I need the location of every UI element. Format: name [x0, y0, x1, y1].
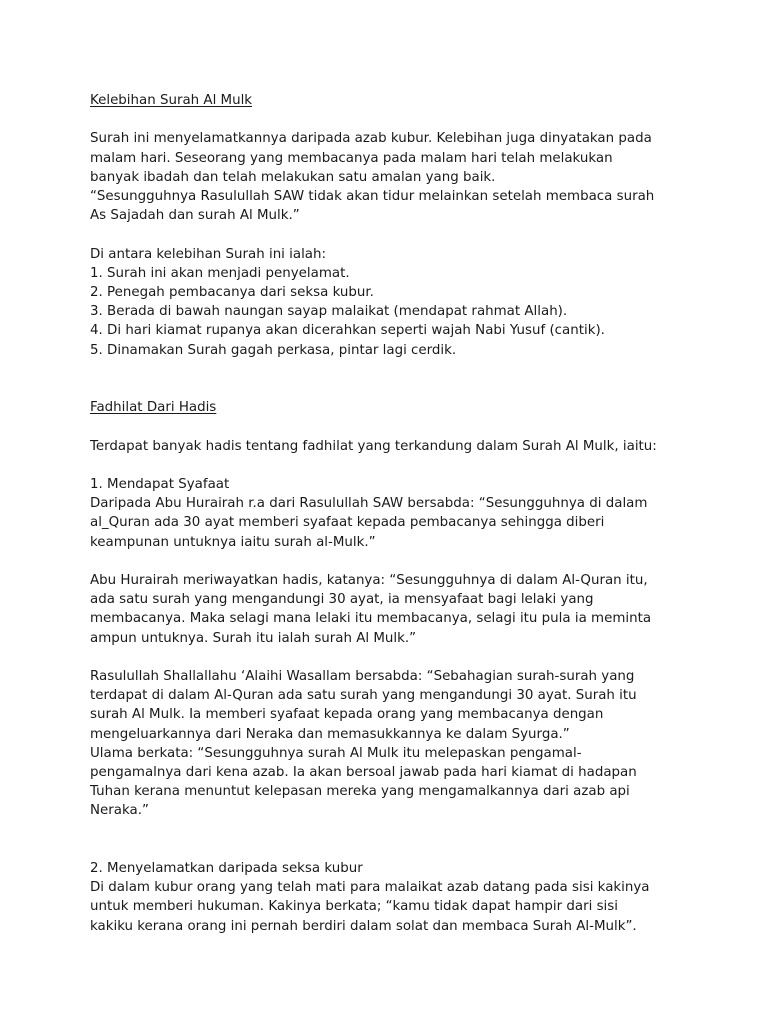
paragraph-line: Tuhan kerana menuntut kelepasan mereka yang mengamalkannya dari azab api [90, 784, 630, 800]
document-body [90, 91, 730, 936]
section-intro: Terdapat banyak hadis tentang fadhilat yang terkandung dalam Surah Al Mulk, iaitu: [90, 438, 657, 454]
paragraph-line: ada satu surah yang mengandungi 30 ayat, ia mensyafaat bagi lelaki yang [90, 592, 594, 608]
paragraph-line: keampunan untuknya iaitu surah al-Mulk.” [90, 534, 376, 550]
paragraph-line: Daripada Abu Hurairah r.a dari Rasulullah SAW bersabda: “Sesungguhnya di dalam [90, 496, 648, 512]
list-item: 5. Dinamakan Surah gagah perkasa, pintar lagi cerdik. [90, 342, 457, 358]
paragraph-line: Rasulullah Shallallahu ‘Alaihi Wasallam bersabda: “Sebahagian surah-surah yang [90, 668, 635, 684]
paragraph-line: al_Quran ada 30 ayat memberi syafaat kepada pembacanya sehingga diberi [90, 515, 605, 531]
paragraph-line: Neraka.” [90, 803, 149, 819]
quote-line: “Sesungguhnya Rasulullah SAW tidak akan tidur melainkan setelah membaca surah [90, 189, 655, 204]
paragraph-line: kakiku kerana orang ini pernah berdiri dalam solat dan membaca Surah Al-Mulk”. [90, 918, 637, 934]
list-item: 3. Berada di bawah naungan sayap malaikat (mendapat rahmat Allah). [90, 304, 568, 320]
paragraph-line: ampun untuknya. Surah itu ialah surah Al Mulk.” [90, 630, 417, 646]
paragraph-line: Abu Hurairah meriwayatkan hadis, katanya: “Sesungguhnya di dalam Al-Quran itu, [90, 572, 648, 588]
item-title-syafaat: 1. Mendapat Syafaat [90, 476, 230, 492]
item-title-seksa-kubur: 2. Menyelamatkan daripada seksa kubur [90, 860, 363, 876]
paragraph-line: pengamalnya dari kena azab. Ia akan bersoal jawab pada hari kiamat di hadapan [90, 764, 637, 780]
paragraph-line: malam hari. Seseorang yang membacanya pada malam hari telah melakukan [90, 150, 613, 166]
list-item: 4. Di hari kiamat rupanya akan dicerahkan seperti wajah Nabi Yusuf (cantik). [90, 323, 605, 339]
paragraph-line: membacanya. Maka selagi mana lelaki itu membacanya, selagi itu pula ia meminta [90, 611, 652, 627]
paragraph-line: Surah ini menyelamatkannya daripada azab kubur. Kelebihan juga dinyatakan pada [90, 131, 652, 147]
paragraph-line: surah Al Mulk. Ia memberi syafaat kepada orang yang membacanya dengan [90, 707, 604, 723]
paragraph-line: banyak ibadah dan telah melakukan satu amalan yang baik. [90, 169, 496, 185]
paragraph-line: mengeluarkannya dari Neraka dan memasukkannya ke dalam Syurga.” [90, 726, 570, 742]
paragraph-line: Ulama berkata: “Sesungguhnya surah Al Mulk itu melepaskan pengamal- [90, 745, 582, 761]
list-item: 1. Surah ini akan menjadi penyelamat. [90, 265, 350, 281]
paragraph-line: untuk memberi hukuman. Kakinya berkata; “kamu tidak dapat hampir dari sisi [90, 899, 618, 915]
list-item: 2. Penegah pembacanya dari seksa kubur. [90, 285, 374, 300]
section-heading-fadhilat: Fadhilat Dari Hadis [90, 400, 217, 416]
section-heading-kelebihan: Kelebihan Surah Al Mulk [90, 93, 253, 108]
paragraph-line: Di dalam kubur orang yang telah mati para malaikat azab datang pada sisi kakinya [90, 880, 650, 896]
paragraph-line: terdapat di dalam Al-Quran ada satu surah yang mengandungi 30 ayat. Surah itu [90, 688, 637, 704]
quote-line: As Sajadah dan surah Al Mulk.” [90, 208, 300, 224]
list-intro: Di antara kelebihan Surah ini ialah: [90, 246, 327, 262]
